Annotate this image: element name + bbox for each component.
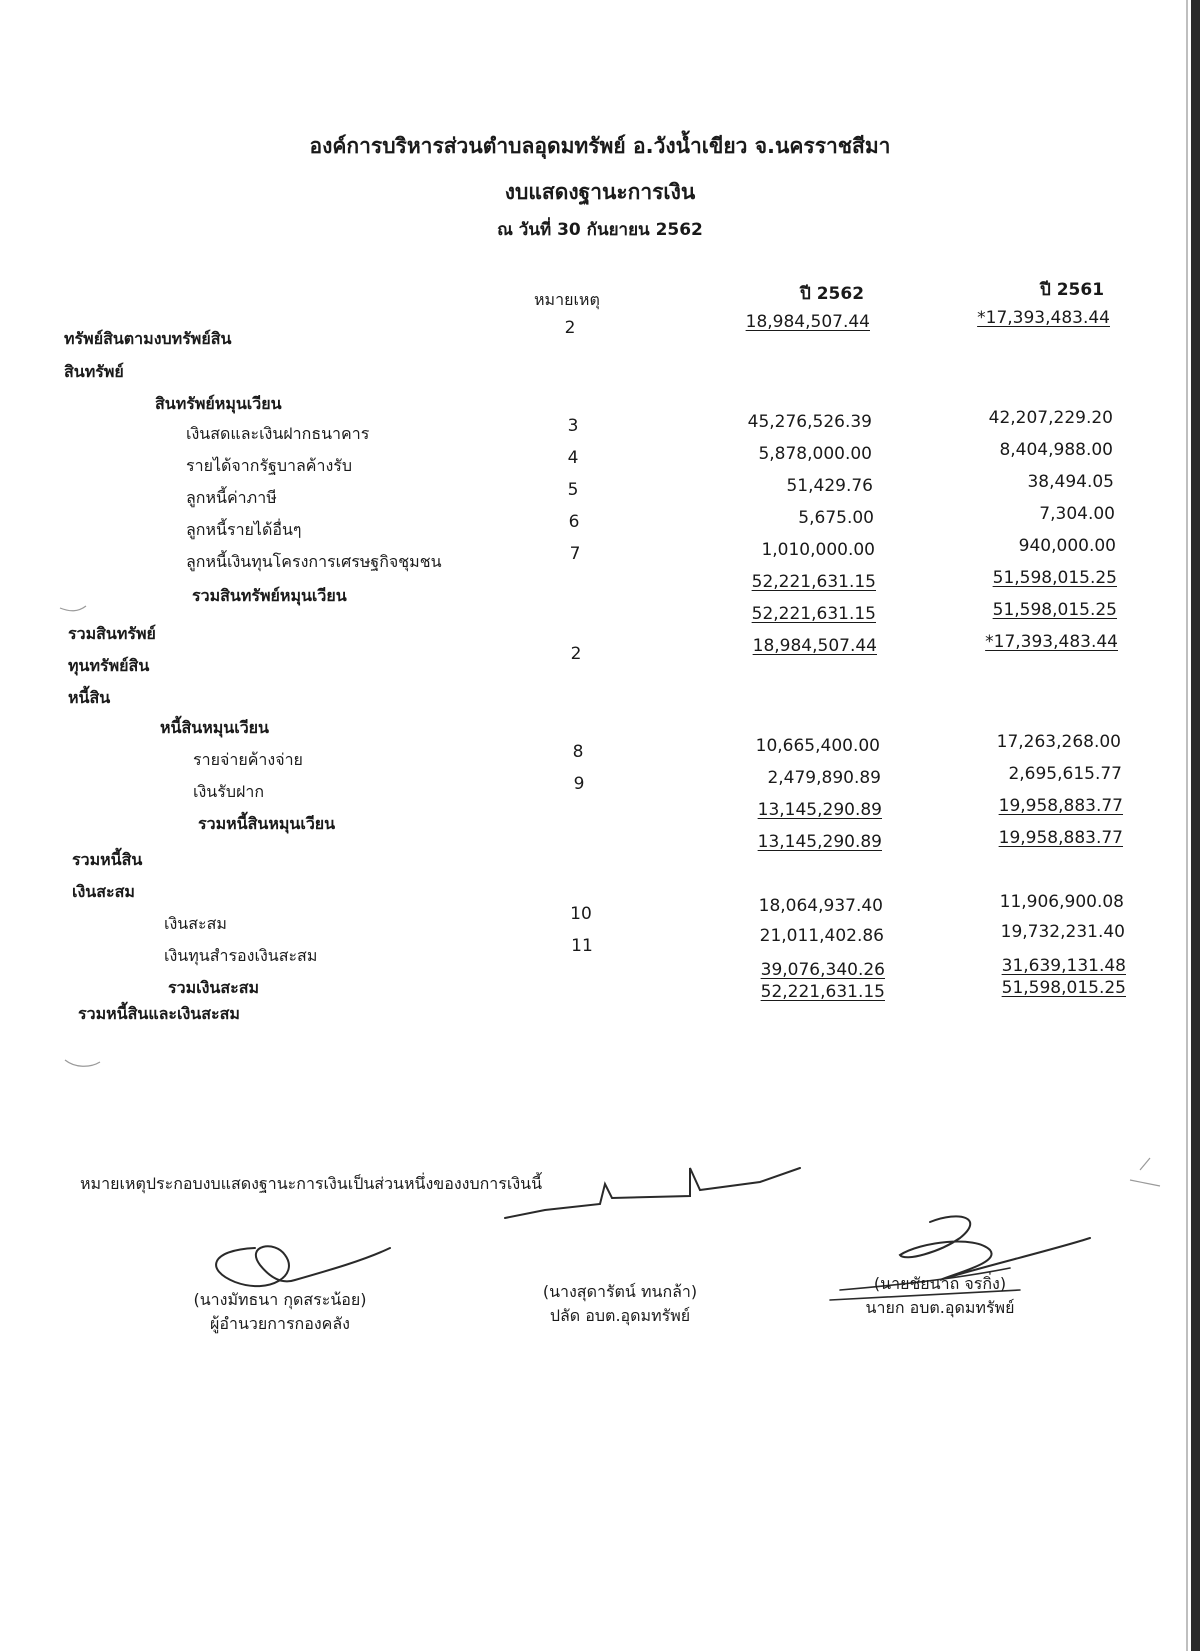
row-value-2561: 19,958,883.77 [998, 828, 1123, 848]
row-label-asset-capital: ทุนทรัพย์สิน [68, 656, 150, 675]
section-current-liabilities: หนี้สินหมุนเวียน [160, 718, 269, 737]
row-note: 8 [572, 742, 584, 762]
row-label-total-current-assets: รวมสินทรัพย์หมุนเวียน [192, 586, 347, 605]
row-value-2562: 1,010,000.00 [761, 540, 875, 560]
column-header-2562: ปี 2562 [800, 284, 865, 304]
signer-title: ผู้อำนวยการกองคลัง [210, 1314, 350, 1333]
signer-title: ปลัด อบต.อุดมทรัพย์ [549, 1306, 691, 1325]
row-value-2562: 13,145,290.89 [757, 800, 882, 820]
row-label-cash: เงินสดและเงินฝากธนาคาร [186, 424, 370, 443]
row-value-2561: 11,906,900.08 [999, 892, 1124, 912]
row-value-2562: 52,221,631.15 [751, 572, 876, 592]
row-note: 2 [564, 318, 576, 338]
row-label-total-accumulated-funds: รวมเงินสะสม [168, 978, 260, 997]
row-value-2562: 21,011,402.86 [759, 926, 884, 946]
row-label-accrued-expenses: รายจ่ายค้างจ่าย [193, 750, 303, 769]
row-value-2562: 52,221,631.15 [760, 982, 885, 1002]
row-label-reserve-funds: เงินทุนสำรองเงินสะสม [164, 946, 318, 965]
row-label-other-receivable: ลูกหนี้รายได้อื่นๆ [186, 520, 302, 539]
row-value-2561: 19,958,883.77 [998, 796, 1123, 816]
row-value-2562: 39,076,340.26 [760, 960, 885, 980]
row-value-2561: 8,404,988.00 [999, 440, 1113, 460]
signature-chief-administrator [500, 1280, 740, 1328]
row-label-accumulated-funds: เงินสะสม [164, 914, 227, 933]
statement-date: ณ วันที่ 30 กันยายน 2562 [497, 220, 703, 240]
signer-name: (นางสุดารัตน์ ทนกล้า) [542, 1282, 698, 1301]
signer-name: (นางมัทธนา กุดสระน้อย) [193, 1290, 367, 1309]
org-title: องค์การบริหารส่วนตำบลอุดมทรัพย์ อ.วังน้ำเขียว จ.นครราชสีมา [309, 134, 891, 158]
row-value-2561: 19,732,231.40 [1000, 922, 1125, 942]
row-label-assets-per-register: ทรัพย์สินตามงบทรัพย์สิน [64, 329, 232, 348]
row-note: 9 [573, 774, 585, 794]
row-label-total-assets: รวมสินทรัพย์ [68, 624, 156, 643]
row-value-2561: 51,598,015.25 [992, 568, 1117, 588]
row-value-2562: 10,665,400.00 [755, 736, 880, 756]
row-label-total-liabilities: รวมหนี้สิน [72, 850, 143, 869]
row-label-deposits-received: เงินรับฝาก [193, 782, 265, 801]
row-label-community-fund-receivable: ลูกหนี้เงินทุนโครงการเศรษฐกิจชุมชน [186, 552, 442, 571]
row-note: 7 [569, 544, 581, 564]
row-value-2562: 18,984,507.44 [752, 636, 877, 656]
row-value-2562: 5,878,000.00 [758, 444, 872, 464]
row-note: 11 [571, 936, 593, 956]
section-accumulated-funds: เงินสะสม [72, 882, 135, 901]
signer-name: (นายชัยนาถ จรกิ่ง) [873, 1274, 1007, 1293]
row-value-2562: 18,984,507.44 [745, 312, 870, 332]
row-note: 6 [568, 512, 580, 532]
section-liabilities: หนี้สิน [68, 688, 111, 707]
row-value-2562: 5,675.00 [798, 508, 874, 528]
row-value-2562: 52,221,631.15 [751, 604, 876, 624]
row-value-2562: 18,064,937.40 [758, 896, 883, 916]
column-header-note: หมายเหตุ [534, 290, 600, 309]
row-value-2561: 31,639,131.48 [1001, 956, 1126, 976]
column-header-2561: ปี 2561 [1040, 280, 1105, 300]
row-note: 3 [567, 416, 579, 436]
row-value-2562: 2,479,890.89 [767, 768, 881, 788]
row-value-2561: 42,207,229.20 [988, 408, 1113, 428]
row-value-2562: 45,276,526.39 [747, 412, 872, 432]
row-label-total-liabilities-and-funds: รวมหนี้สินและเงินสะสม [78, 1004, 240, 1023]
row-value-2561: 940,000.00 [1018, 536, 1116, 556]
row-value-2561: 17,263,268.00 [996, 732, 1121, 752]
section-assets: สินทรัพย์ [64, 362, 124, 381]
row-value-2561: 51,598,015.25 [992, 600, 1117, 620]
row-value-2562: 13,145,290.89 [757, 832, 882, 852]
row-value-2561: 38,494.05 [1027, 472, 1114, 492]
signature-finance-director [160, 1288, 400, 1336]
row-value-2561: 2,695,615.77 [1008, 764, 1122, 784]
section-current-assets: สินทรัพย์หมุนเวียน [155, 394, 282, 413]
row-value-2561: *17,393,483.44 [977, 308, 1110, 328]
row-note: 4 [567, 448, 579, 468]
footnote: หมายเหตุประกอบงบแสดงฐานะการเงินเป็นส่วนหนึ่งของงบการเงินนี้ [80, 1174, 543, 1193]
row-note: 10 [570, 904, 592, 924]
row-note: 2 [570, 644, 582, 664]
statement-title: งบแสดงฐานะการเงิน [504, 180, 696, 204]
signature-mayor [820, 1272, 1060, 1320]
row-label-total-current-liabilities: รวมหนี้สินหมุนเวียน [198, 814, 336, 833]
row-value-2561: 7,304.00 [1039, 504, 1115, 524]
row-note: 5 [567, 480, 579, 500]
row-value-2561: *17,393,483.44 [985, 632, 1118, 652]
row-label-tax-receivable: ลูกหนี้ค่าภาษี [186, 488, 277, 507]
row-value-2562: 51,429.76 [786, 476, 873, 496]
signer-title: นายก อบต.อุดมทรัพย์ [865, 1298, 1015, 1317]
row-value-2561: 51,598,015.25 [1001, 978, 1126, 998]
row-label-gov-receivable: รายได้จากรัฐบาลค้างรับ [186, 456, 353, 475]
